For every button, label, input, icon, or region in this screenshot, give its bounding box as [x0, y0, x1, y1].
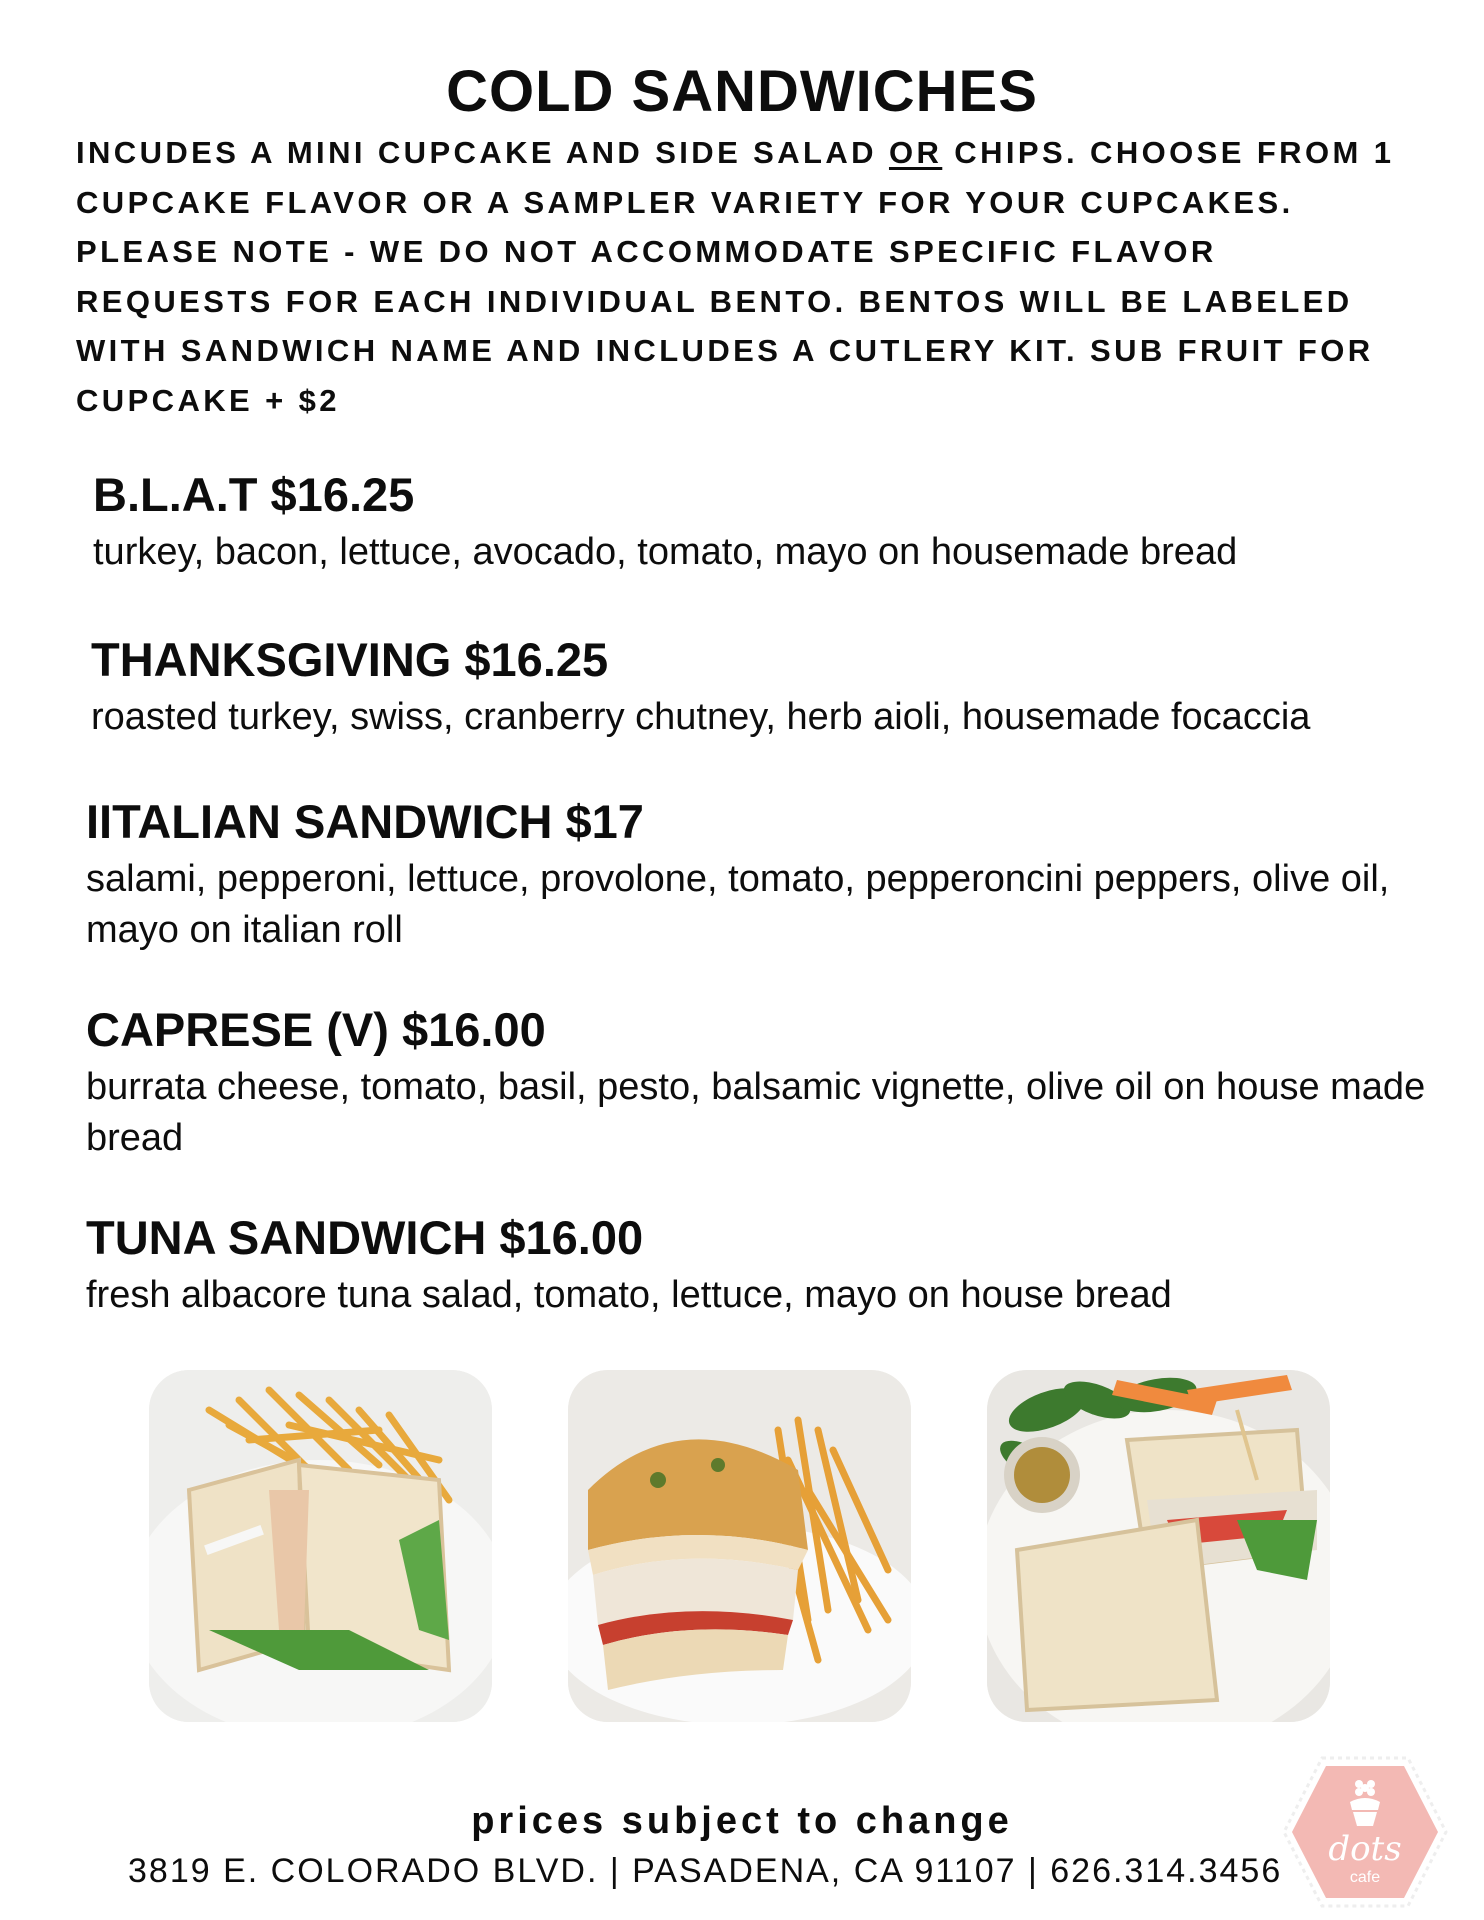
- tuna-sandwich-illustration: [987, 1370, 1330, 1722]
- menu-item-italian: [86, 794, 1426, 956]
- menu-item-name: CAPRESE (V) $16.00: [86, 1003, 546, 1056]
- menu-item-blat: [93, 467, 1433, 578]
- tuna-sandwich-with-salad-photo: [987, 1370, 1330, 1722]
- logo-subword: cafe: [1349, 1869, 1381, 1886]
- address-line: 3819 E. COLORADO BLVD. | PASADENA, CA 91107 | 626.314.3456: [128, 1852, 1283, 1890]
- intro-text-part-2: CHIPS. CHOOSE FROM 1 CUPCAKE FLAVOR OR A SAMPLER VARIETY FOR YOUR CUPCAKES. PLEASE NOTE - WE DO NOT ACCOMMODATE SPECIFIC FLAVOR REQUESTS FOR EACH INDIVIDUAL BENTO. BENTOS WILL BE LABELED WITH SANDWICH NAME AND INCLUDES A CUTLERY KIT. SUB FRUIT FOR CUPCAKE + $2: [76, 135, 1395, 418]
- menu-item-name: IITALIAN SANDWICH $17: [86, 795, 644, 848]
- sandwich-with-fries-illustration: [149, 1370, 492, 1722]
- menu-item-description: fresh albacore tuna salad, tomato, lettuce, mayo on house bread: [86, 1274, 1172, 1316]
- menu-item-description: burrata cheese, tomato, basil, pesto, balsamic vignette, olive oil on house made bread: [86, 1066, 1426, 1159]
- logo-wordmark: dots: [1328, 1829, 1402, 1869]
- menu-item-description: roasted turkey, swiss, cranberry chutney, herb aioli, housemade focaccia: [91, 696, 1311, 738]
- menu-item-thanksgiving: [91, 632, 1451, 743]
- focaccia-sandwich-with-fries-photo: [568, 1370, 911, 1722]
- menu-item-tuna: [86, 1210, 1426, 1321]
- intro-text: [76, 128, 1416, 425]
- dots-cafe-logo: [1280, 1752, 1450, 1912]
- menu-item-description: turkey, bacon, lettuce, avocado, tomato, mayo on housemade bread: [93, 531, 1238, 573]
- menu-item-name: TUNA SANDWICH $16.00: [86, 1211, 644, 1264]
- menu-item-caprese: [86, 1002, 1466, 1164]
- page-title: COLD SANDWICHES: [446, 59, 1038, 124]
- menu-item-name: THANKSGIVING $16.25: [91, 633, 609, 686]
- intro-or-emphasis: OR: [888, 135, 943, 170]
- cupcake-logo-icon: [1280, 1752, 1450, 1912]
- sandwich-with-fries-photo: [149, 1370, 492, 1722]
- focaccia-sandwich-illustration: [568, 1370, 911, 1722]
- menu-item-name: B.L.A.T $16.25: [93, 468, 415, 521]
- intro-text-part-1: INCUDES A MINI CUPCAKE AND SIDE SALAD: [76, 135, 889, 170]
- prices-note: prices subject to change: [471, 1800, 1013, 1842]
- menu-item-description: salami, pepperoni, lettuce, provolone, tomato, pepperoncini peppers, olive oil, mayo on italian roll: [86, 858, 1390, 951]
